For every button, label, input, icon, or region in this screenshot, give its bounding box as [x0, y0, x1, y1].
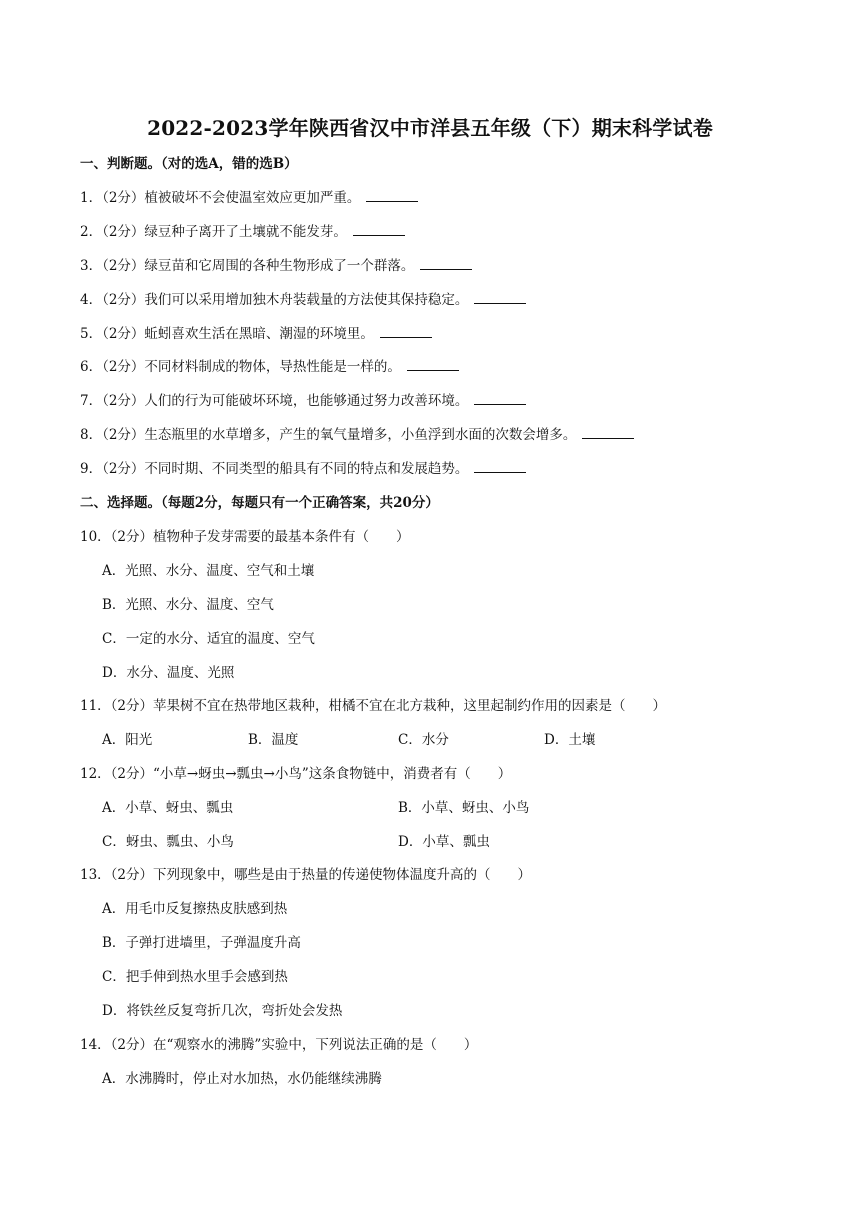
question-text: （2分）植被破坏不会使温室效应更加严重。	[102, 190, 361, 206]
answer-blank	[407, 369, 459, 371]
question-11-option-a: A．阳光	[102, 732, 153, 748]
question-text: （2分）绿豆苗和它周围的各种生物形成了一个群落。	[102, 258, 415, 274]
question-11-option-d: D．土壤	[544, 732, 596, 748]
question-8	[80, 426, 634, 444]
question-12-option-d: D．小草、瓢虫	[398, 834, 490, 850]
page-title: 2022-2023学年陕西省汉中市洋县五年级（下）期末科学试卷	[147, 116, 713, 140]
question-12-option-b: B．小草、蚜虫、小鸟	[398, 800, 530, 816]
question-10-option-a: A．光照、水分、温度、空气和土壤	[102, 563, 315, 579]
question-number: 1．	[80, 190, 103, 206]
question-6	[80, 358, 459, 376]
question-7	[80, 392, 526, 410]
question-number: 2．	[80, 224, 103, 240]
section-heading-choice: 二、选择题。（每题2分，每题只有一个正确答案，共20分）	[80, 495, 439, 511]
answer-blank	[582, 437, 634, 439]
question-text: （2分）绿豆种子离开了土壤就不能发芽。	[102, 224, 347, 240]
question-13-option-c: C．把手伸到热水里手会感到热	[102, 969, 288, 985]
question-13-option-d: D．将铁丝反复弯折几次，弯折处会发热	[102, 1003, 343, 1019]
question-11-option-b: B．温度	[248, 732, 299, 748]
question-number: 4．	[80, 292, 103, 308]
question-14-stem: 14．（2分）在“观察水的沸腾”实验中，下列说法正确的是（ ）	[80, 1037, 478, 1053]
question-4	[80, 291, 526, 309]
question-10-option-b: B．光照、水分、温度、空气	[102, 597, 274, 613]
question-2	[80, 223, 405, 241]
question-10-option-d: D．水分、温度、光照	[102, 665, 235, 681]
answer-blank	[353, 234, 405, 236]
question-number: 7．	[80, 393, 103, 409]
question-text: （2分）人们的行为可能破坏环境，也能够通过努力改善环境。	[102, 393, 469, 409]
question-14-option-a: A．水沸腾时，停止对水加热，水仍能继续沸腾	[102, 1071, 382, 1087]
question-number: 5．	[80, 326, 103, 342]
question-11-option-c: C．水分	[398, 732, 449, 748]
question-12-stem: 12．（2分）“小草→蚜虫→瓢虫→小鸟”这条食物链中，消费者有（ ）	[80, 766, 512, 782]
question-text: （2分）我们可以采用增加独木舟装载量的方法使其保持稳定。	[102, 292, 469, 308]
answer-blank	[420, 268, 472, 270]
section-heading-judgement: 一、判断题。（对的选A，错的选B）	[80, 156, 298, 172]
question-10-stem: 10．（2分）植物种子发芽需要的最基本条件有（ ）	[80, 529, 410, 545]
question-1	[80, 189, 418, 207]
answer-blank	[380, 336, 432, 338]
question-number: 3．	[80, 258, 103, 274]
answer-blank	[366, 200, 418, 202]
answer-blank	[474, 471, 526, 473]
question-number: 8．	[80, 427, 103, 443]
question-9	[80, 460, 526, 478]
question-text: （2分）蚯蚓喜欢生活在黑暗、潮湿的环境里。	[102, 326, 374, 342]
question-13-stem: 13．（2分）下列现象中，哪些是由于热量的传递使物体温度升高的（ ）	[80, 867, 532, 883]
question-11-stem: 11．（2分）苹果树不宜在热带地区栽种，柑橘不宜在北方栽种，这里起制约作用的因素是（ ）	[80, 698, 667, 714]
question-12-option-a: A．小草、蚜虫、瓢虫	[102, 800, 234, 816]
question-5	[80, 325, 432, 343]
question-number: 6．	[80, 359, 103, 375]
question-text: （2分）不同材料制成的物体，导热性能是一样的。	[102, 359, 401, 375]
answer-blank	[474, 403, 526, 405]
question-text: （2分）不同时期、不同类型的船具有不同的特点和发展趋势。	[102, 461, 469, 477]
question-number: 9．	[80, 461, 103, 477]
question-13-option-b: B．子弹打进墙里，子弹温度升高	[102, 935, 301, 951]
question-text: （2分）生态瓶里的水草增多，产生的氧气量增多，小鱼浮到水面的次数会增多。	[102, 427, 577, 443]
question-3	[80, 257, 472, 275]
question-12-option-c: C．蚜虫、瓢虫、小鸟	[102, 834, 234, 850]
question-10-option-c: C．一定的水分、适宜的温度、空气	[102, 631, 315, 647]
question-13-option-a: A．用毛巾反复擦热皮肤感到热	[102, 901, 288, 917]
answer-blank	[474, 302, 526, 304]
